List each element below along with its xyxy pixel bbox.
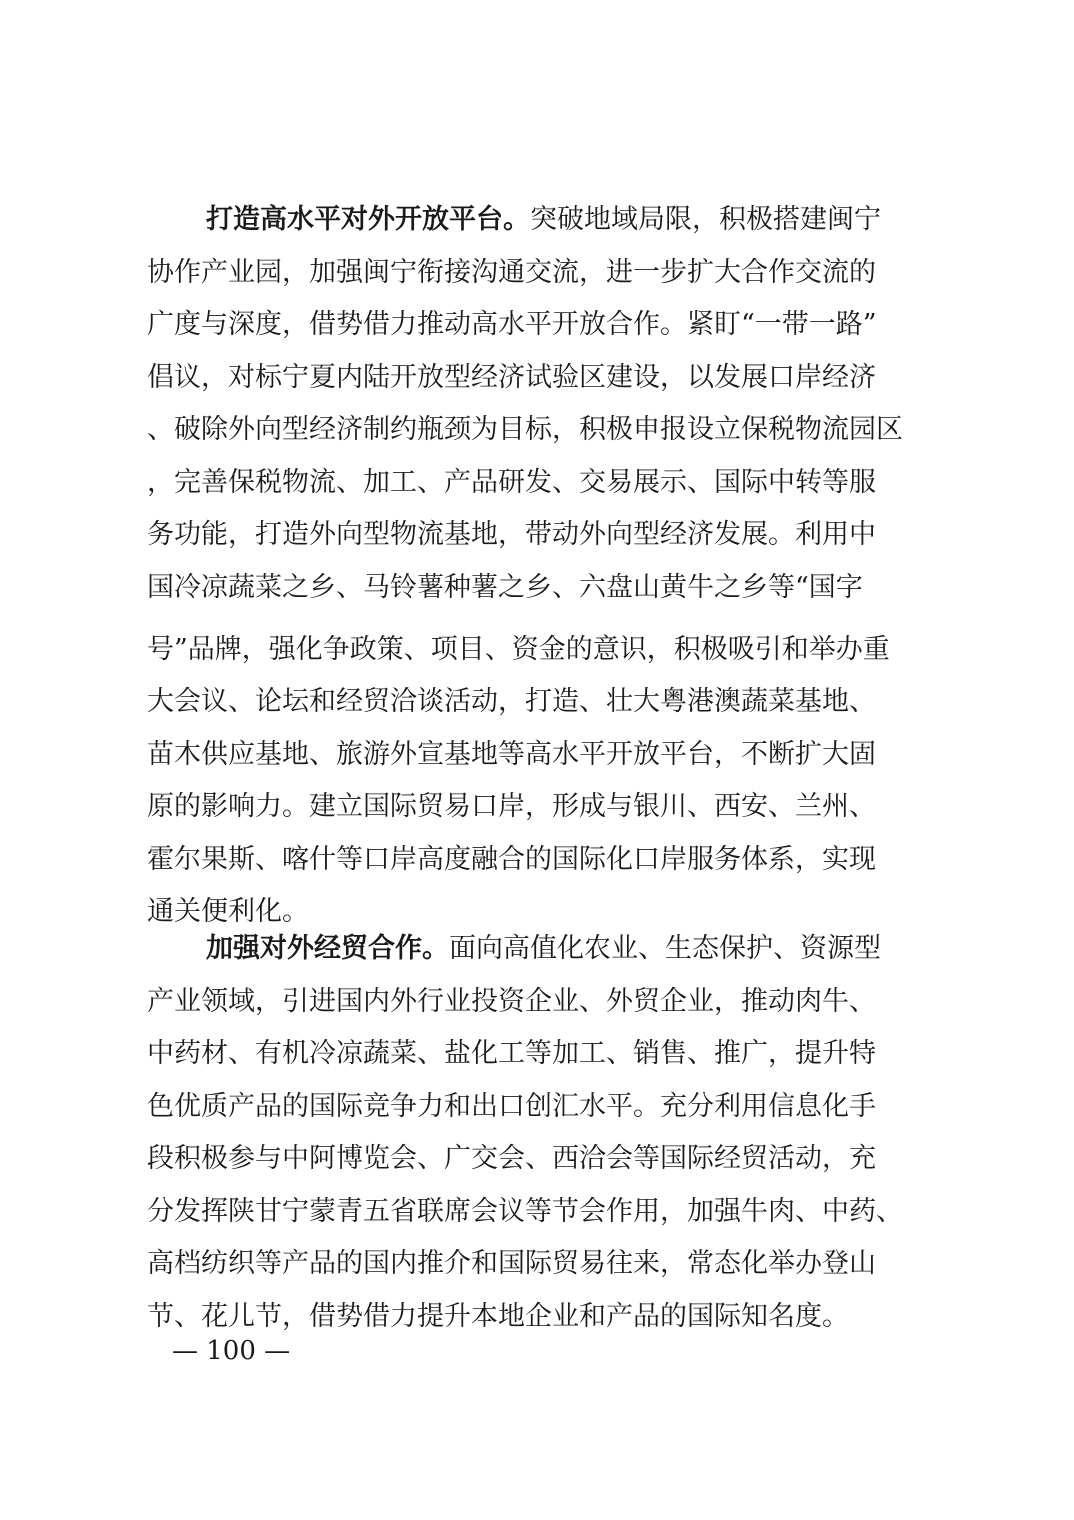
paragraph-1-heading: 打造高水平对外开放平台。 <box>206 204 530 235</box>
paragraph-1-line-5: 、破除外向型经济制约瓶颈为目标，积极申报设立保税物流园区 <box>147 414 903 445</box>
paragraph-1-line-9: 号”品牌，强化争政策、项目、资金的意识，积极吸引和举办重 <box>147 634 890 665</box>
paragraph-1-line-4: 倡议，对标宁夏内陆开放型经济试验区建设，以发展口岸经济 <box>147 362 876 393</box>
paragraph-1-line-8: 国冷凉蔬菜之乡、马铃薯种薯之乡、六盘山黄牛之乡等“国字 <box>147 572 863 603</box>
paragraph-2-line-7: 高档纺织等产品的国内推介和国际贸易往来，常态化举办登山 <box>147 1248 876 1279</box>
paragraph-2-line-2: 产业领域，引进国内外行业投资企业、外贸企业，推动肉牛、 <box>147 986 876 1017</box>
page-number: — 100 — <box>172 1336 291 1366</box>
paragraph-1-line-13: 霍尔果斯、喀什等口岸高度融合的国际化口岸服务体系，实现 <box>147 844 876 875</box>
paragraph-2-line-3: 中药材、有机冷凉蔬菜、盐化工等加工、销售、推广，提升特 <box>147 1038 876 1069</box>
paragraph-2-heading: 加强对外经贸合作。 <box>206 933 449 964</box>
paragraph-1-line-14: 通关便利化。 <box>147 896 309 927</box>
paragraph-1-line-11: 苗木供应基地、旅游外宣基地等高水平开放平台，不断扩大固 <box>147 739 876 770</box>
paragraph-1-line-12: 原的影响力。建立国际贸易口岸，形成与银川、西安、兰州、 <box>147 791 876 822</box>
paragraph-1-line-2: 协作产业园，加强闽宁衔接沟通交流，进一步扩大合作交流的 <box>147 257 876 288</box>
paragraph-1-line-7: 务功能，打造外向型物流基地，带动外向型经济发展。利用中 <box>147 519 876 550</box>
paragraph-2-line-4: 色优质产品的国际竞争力和出口创汇水平。充分利用信息化手 <box>147 1091 876 1122</box>
paragraph-2-line-8: 节、花儿节，借势借力提升本地企业和产品的国际知名度。 <box>147 1301 849 1332</box>
paragraph-2-line-5: 段积极参与中阿博览会、广交会、西洽会等国际经贸活动，充 <box>147 1143 876 1174</box>
paragraph-2-line-6: 分发挥陕甘宁蒙青五省联席会议等节会作用，加强牛肉、中药、 <box>147 1196 903 1227</box>
paragraph-1-line-3: 广度与深度，借势借力推动高水平开放合作。紧盯“一带一路” <box>147 309 877 340</box>
paragraph-1-line-10: 大会议、论坛和经贸洽谈活动，打造、壮大粤港澳蔬菜基地、 <box>147 686 876 717</box>
paragraph-2-line-1-text: 面向高值化农业、生态保护、资源型 <box>449 933 881 964</box>
paragraph-1-line-1 <box>206 202 947 238</box>
paragraph-1-line-1-text: 突破地域局限，积极搭建闽宁 <box>530 204 881 235</box>
paragraph-2-line-1 <box>206 931 947 967</box>
paragraph-1-line-6: ，完善保税物流、加工、产品研发、交易展示、国际中转等服 <box>147 467 876 498</box>
